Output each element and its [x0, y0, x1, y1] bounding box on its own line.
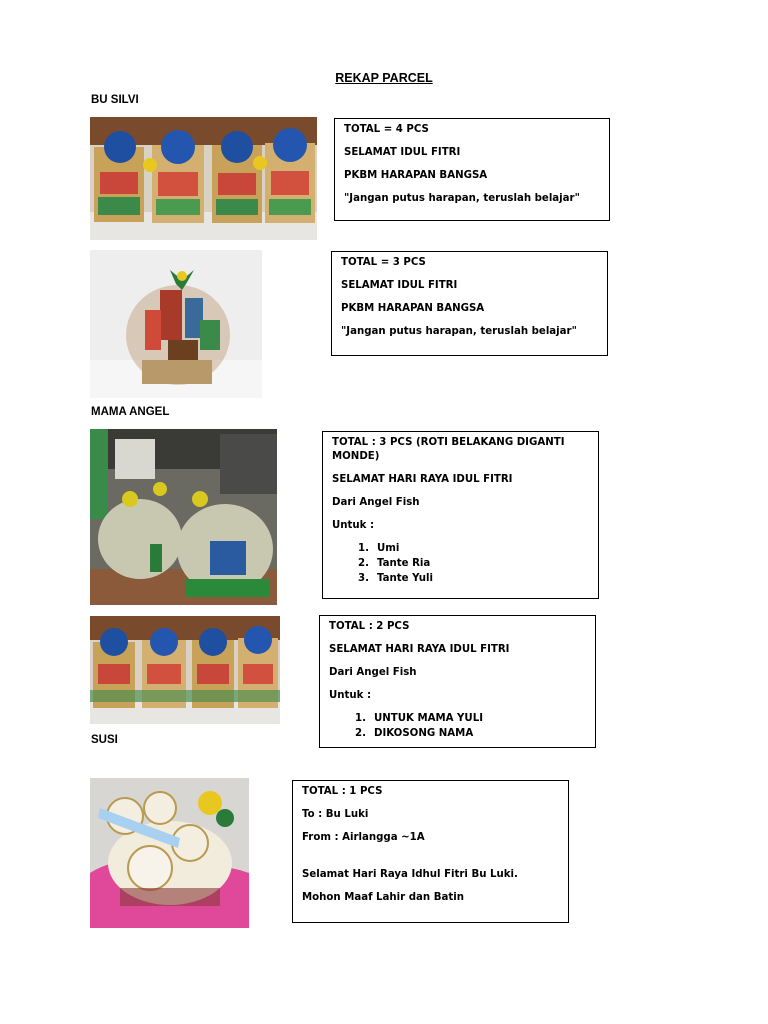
- recipient-list: [329, 712, 586, 741]
- parcel-photo-2: [90, 250, 262, 398]
- note-line: Dari Angel Fish: [332, 497, 420, 508]
- section-label-mama-angel: MAMA ANGEL: [91, 406, 170, 418]
- list-item: 2. DIKOSONG NAMA: [355, 728, 474, 739]
- parcel-note-box-4: [319, 615, 596, 748]
- note-line: Untuk :: [332, 520, 375, 531]
- parcel-note-box-5: [292, 780, 569, 923]
- note-line: SELAMAT IDUL FITRI: [341, 280, 458, 291]
- list-item: 1. Umi: [358, 543, 400, 554]
- note-line: To : Bu Luki: [302, 809, 369, 820]
- parcel-photo-4: [90, 616, 280, 724]
- section-label-bu-silvi: BU SILVI: [91, 94, 139, 106]
- note-line: TOTAL : 3 PCS (ROTI BELAKANG DIGANTI MONDE): [332, 437, 565, 462]
- note-line: TOTAL = 4 PCS: [344, 124, 429, 135]
- note-line: From : Airlangga ~1A: [302, 832, 425, 843]
- parcel-note-box-3: [322, 431, 599, 599]
- parcel-note-box-1: [334, 118, 610, 221]
- note-line: SELAMAT HARI RAYA IDUL FITRI: [329, 644, 510, 655]
- list-item: 3. Tante Yuli: [358, 573, 433, 584]
- parcel-photo-1: [90, 117, 317, 240]
- note-line: TOTAL : 2 PCS: [329, 621, 410, 632]
- parcel-photo-3: [90, 429, 277, 605]
- note-line: "Jangan putus harapan, teruslah belajar": [344, 193, 580, 204]
- note-line: Dari Angel Fish: [329, 667, 417, 678]
- list-item: 1. UNTUK MAMA YULI: [355, 713, 483, 724]
- section-label-susi: SUSI: [91, 734, 118, 746]
- note-line: Selamat Hari Raya Idhul Fitri Bu Luki.: [302, 869, 518, 880]
- note-line: "Jangan putus harapan, teruslah belajar": [341, 326, 577, 337]
- list-item: 2. Tante Ria: [358, 558, 431, 569]
- parcel-photo-5: [90, 778, 249, 928]
- note-line: SELAMAT IDUL FITRI: [344, 147, 461, 158]
- note-line: PKBM HARAPAN BANGSA: [344, 170, 488, 181]
- recipient-list: [332, 542, 589, 586]
- note-line: Untuk :: [329, 690, 372, 701]
- note-line: TOTAL : 1 PCS: [302, 786, 383, 797]
- parcel-note-box-2: [331, 251, 608, 356]
- note-line: TOTAL = 3 PCS: [341, 257, 426, 268]
- note-line: SELAMAT HARI RAYA IDUL FITRI: [332, 474, 513, 485]
- note-line: PKBM HARAPAN BANGSA: [341, 303, 485, 314]
- note-line: Mohon Maaf Lahir dan Batin: [302, 892, 464, 903]
- page-title: REKAP PARCEL: [335, 71, 433, 85]
